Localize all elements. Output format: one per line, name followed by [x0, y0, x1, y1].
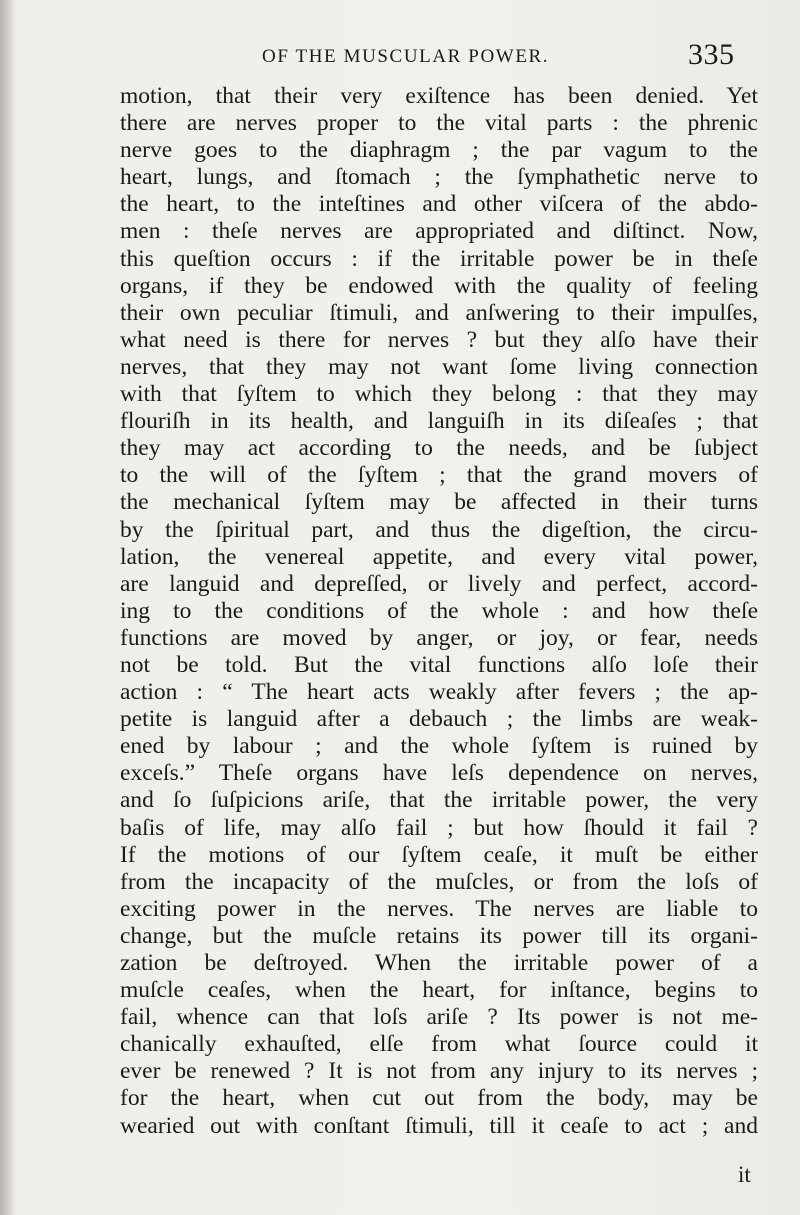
text-line: the heart, to the inteſtines and other viſcera of the abdo-	[120, 191, 758, 218]
text-line: men : theſe nerves are appropriated and diſtinct. Now,	[120, 218, 758, 245]
text-line: heart, lungs, and ſtomach ; the ſymphathetic nerve to	[120, 164, 758, 191]
text-line: organs, if they be endowed with the quality of feeling	[120, 272, 758, 299]
text-line: their own peculiar ſtimuli, and anſwering to their impulſes,	[120, 299, 758, 326]
running-title: OF THE MUSCULAR POWER.	[262, 46, 550, 67]
text-line: action : “ The heart acts weakly after fevers ; the ap-	[120, 679, 758, 706]
text-line: baſis of life, may alſo fail ; but how ſhould it fail ?	[120, 814, 758, 841]
text-line: muſcle ceaſes, when the heart, for inſtance, begins to	[120, 977, 758, 1004]
text-line: with that ſyſtem to which they belong : that they may	[120, 381, 758, 408]
text-line: by the ſpiritual part, and thus the digeſtion, the circu-	[120, 516, 758, 543]
text-line: motion, that their very exiſtence has been denied. Yet	[120, 83, 758, 109]
text-line: they may act according to the needs, and be ſubject	[120, 435, 758, 462]
text-line: flouriſh in its health, and languiſh in its diſeaſes ; that	[120, 408, 758, 435]
text-line: from the incapacity of the muſcles, or from the loſs of	[120, 868, 758, 895]
text-line: nerves, that they may not want ſome living connection	[120, 353, 758, 380]
text-line: nerve goes to the diaphragm ; the par vagum to the	[120, 137, 758, 164]
text-line: If the motions of our ſyſtem ceaſe, it muſt be either	[120, 841, 758, 868]
text-line: ened by labour ; and the whole ſyſtem is ruined by	[120, 733, 758, 760]
page-number: 335	[688, 38, 735, 71]
text-line: fail, whence can that loſs ariſe ? Its power is not me-	[120, 1004, 758, 1031]
text-line: not be told. But the vital functions alſo loſe their	[120, 651, 758, 678]
text-line: for the heart, when cut out from the body, may be	[120, 1085, 758, 1112]
text-line: wearied out with conſtant ſtimuli, till it ceaſe to act ; and	[120, 1112, 758, 1139]
text-line: functions are moved by anger, or joy, or fear, needs	[120, 624, 758, 651]
text-line: petite is languid after a debauch ; the limbs are weak-	[120, 706, 758, 733]
gutter-shadow	[0, 0, 14, 1215]
text-line: what need is there for nerves ? but they alſo have their	[120, 326, 758, 353]
text-line: exciting power in the nerves. The nerves are liable to	[120, 895, 758, 922]
body-text	[120, 83, 758, 1140]
text-line: are languid and depreſſed, or lively and perfect, accord-	[120, 570, 758, 597]
page-header	[0, 38, 800, 78]
text-line: chanically exhauſted, elſe from what ſource could it	[120, 1031, 758, 1058]
text-line: ing to the conditions of the whole : and how theſe	[120, 597, 758, 624]
text-line: this queſtion occurs : if the irritable power be in theſe	[120, 245, 758, 272]
text-line: and ſo ſuſpicions ariſe, that the irritable power, the very	[120, 787, 758, 814]
text-line: the mechanical ſyſtem may be affected in their turns	[120, 489, 758, 516]
catchword: it	[738, 1162, 751, 1187]
text-line: change, but the muſcle retains its power till its organi-	[120, 922, 758, 949]
text-line: there are nerves proper to the vital parts : the phrenic	[120, 110, 758, 137]
text-line: ever be renewed ? It is not from any injury to its nerves ;	[120, 1058, 758, 1085]
text-line: exceſs.” Theſe organs have leſs dependence on nerves,	[120, 760, 758, 787]
text-line: zation be deſtroyed. When the irritable power of a	[120, 950, 758, 976]
text-line: lation, the venereal appetite, and every vital power,	[120, 543, 758, 570]
text-line: to the will of the ſyſtem ; that the grand movers of	[120, 462, 758, 489]
